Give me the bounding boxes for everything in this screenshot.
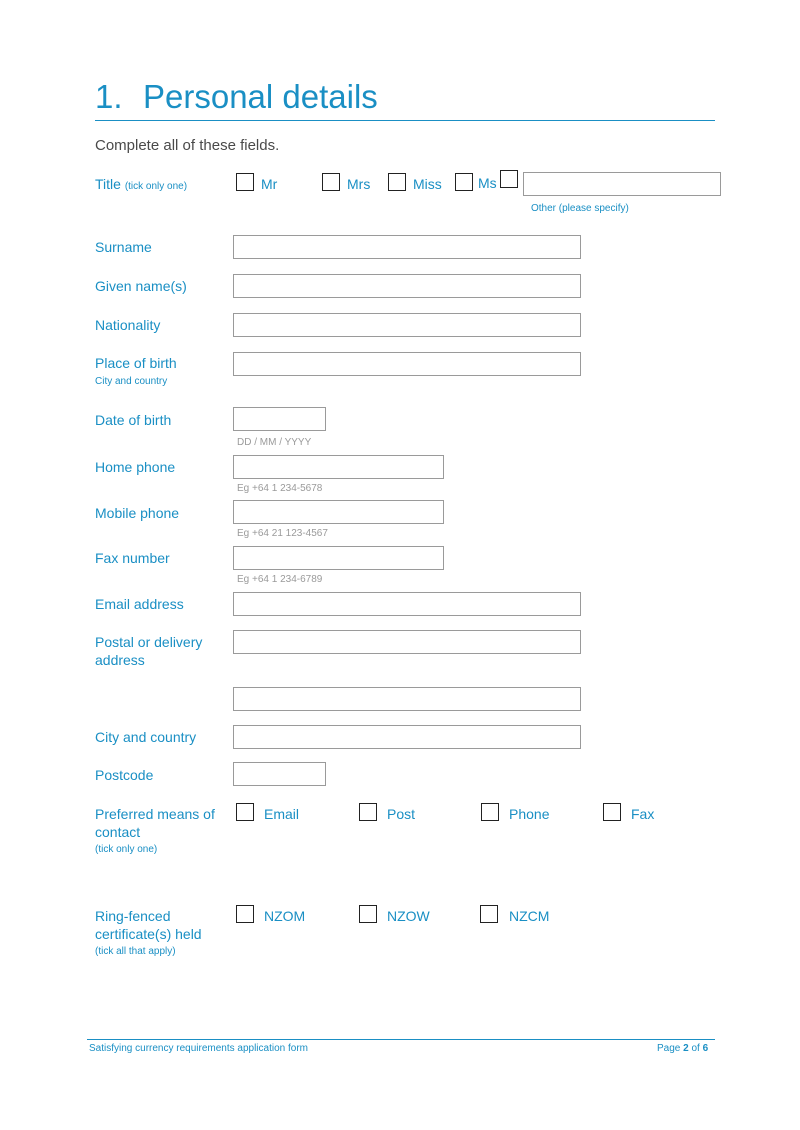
footer-form-name: Satisfying currency requirements application form bbox=[89, 1043, 308, 1054]
postcode-input[interactable] bbox=[233, 762, 326, 786]
fax-number-hint: Eg +64 1 234-6789 bbox=[237, 574, 323, 585]
title-mr-label: Mr bbox=[261, 176, 278, 192]
place-of-birth-label: Place of birth bbox=[95, 355, 177, 371]
footer-page-current: 2 bbox=[683, 1043, 689, 1054]
home-phone-label: Home phone bbox=[95, 459, 176, 475]
title-label-text: Title bbox=[95, 176, 121, 192]
city-country-input[interactable] bbox=[233, 725, 581, 749]
title-label bbox=[95, 175, 187, 196]
date-of-birth-input[interactable] bbox=[233, 407, 326, 431]
preferred-contact-label-line1: Preferred means of bbox=[95, 806, 215, 822]
fax-number-input[interactable] bbox=[233, 546, 444, 570]
certificates-sub: (tick all that apply) bbox=[95, 946, 176, 957]
footer-page-of: of bbox=[691, 1043, 700, 1054]
certificates-label-line2: certificate(s) held bbox=[95, 926, 202, 942]
section-title: Personal details bbox=[143, 78, 378, 115]
footer-divider bbox=[87, 1039, 715, 1040]
heading-divider bbox=[95, 120, 715, 121]
fax-number-label: Fax number bbox=[95, 550, 170, 566]
surname-input[interactable] bbox=[233, 235, 581, 259]
postal-input-line2[interactable] bbox=[233, 687, 581, 711]
mobile-phone-input[interactable] bbox=[233, 500, 444, 524]
postal-label bbox=[95, 633, 202, 669]
date-of-birth-hint: DD / MM / YYYY bbox=[237, 437, 312, 448]
contact-phone-label: Phone bbox=[509, 806, 550, 822]
footer-page-word: Page bbox=[657, 1043, 681, 1054]
postcode-label: Postcode bbox=[95, 767, 154, 783]
cert-nzcm-checkbox[interactable] bbox=[480, 905, 498, 923]
contact-email-label: Email bbox=[264, 806, 300, 822]
contact-fax-checkbox[interactable] bbox=[603, 803, 621, 821]
title-miss-checkbox[interactable] bbox=[388, 173, 406, 191]
intro-text: Complete all of these fields. bbox=[95, 137, 280, 154]
contact-phone-checkbox[interactable] bbox=[481, 803, 499, 821]
cert-nzom-checkbox[interactable] bbox=[236, 905, 254, 923]
surname-label: Surname bbox=[95, 239, 152, 255]
postal-label-line1: Postal or delivery bbox=[95, 634, 203, 650]
given-names-input[interactable] bbox=[233, 274, 581, 298]
mobile-phone-hint: Eg +64 21 123-4567 bbox=[237, 528, 328, 539]
title-mrs-label: Mrs bbox=[347, 176, 371, 192]
cert-nzom-label: NZOM bbox=[264, 908, 306, 924]
mobile-phone-label: Mobile phone bbox=[95, 505, 180, 521]
cert-nzcm-label: NZCM bbox=[509, 908, 550, 924]
home-phone-hint: Eg +64 1 234-5678 bbox=[237, 483, 323, 494]
title-ms-checkbox[interactable] bbox=[455, 173, 473, 191]
cert-nzow-checkbox[interactable] bbox=[359, 905, 377, 923]
contact-post-checkbox[interactable] bbox=[359, 803, 377, 821]
title-mr-checkbox[interactable] bbox=[236, 173, 254, 191]
title-other-checkbox[interactable] bbox=[500, 170, 518, 188]
postal-input-line1[interactable] bbox=[233, 630, 581, 654]
contact-fax-label: Fax bbox=[631, 806, 655, 822]
section-number: 1. bbox=[95, 78, 123, 115]
title-hint: (tick only one) bbox=[124, 181, 188, 192]
title-ms-label: Ms bbox=[478, 175, 497, 191]
page-title bbox=[95, 78, 378, 116]
footer-page-number bbox=[657, 1043, 708, 1054]
place-of-birth-input[interactable] bbox=[233, 352, 581, 376]
title-other-hint: Other (please specify) bbox=[531, 203, 629, 214]
nationality-label: Nationality bbox=[95, 317, 161, 333]
certificates-label bbox=[95, 907, 202, 943]
postal-label-line2: address bbox=[95, 652, 145, 668]
given-names-label: Given name(s) bbox=[95, 278, 187, 294]
contact-email-checkbox[interactable] bbox=[236, 803, 254, 821]
home-phone-input[interactable] bbox=[233, 455, 444, 479]
certificates-label-line1: Ring-fenced bbox=[95, 908, 171, 924]
email-label: Email address bbox=[95, 596, 184, 612]
preferred-contact-label bbox=[95, 805, 215, 841]
contact-post-label: Post bbox=[387, 806, 416, 822]
preferred-contact-label-line2: contact bbox=[95, 824, 141, 840]
place-of-birth-sub: City and country bbox=[95, 376, 168, 387]
preferred-contact-sub: (tick only one) bbox=[95, 844, 158, 855]
title-mrs-checkbox[interactable] bbox=[322, 173, 340, 191]
footer-page-total: 6 bbox=[702, 1043, 709, 1054]
nationality-input[interactable] bbox=[233, 313, 581, 337]
city-country-label: City and country bbox=[95, 729, 197, 745]
cert-nzow-label: NZOW bbox=[387, 908, 430, 924]
title-other-input[interactable] bbox=[523, 172, 721, 196]
title-miss-label: Miss bbox=[413, 176, 442, 192]
email-input[interactable] bbox=[233, 592, 581, 616]
date-of-birth-label: Date of birth bbox=[95, 412, 172, 428]
